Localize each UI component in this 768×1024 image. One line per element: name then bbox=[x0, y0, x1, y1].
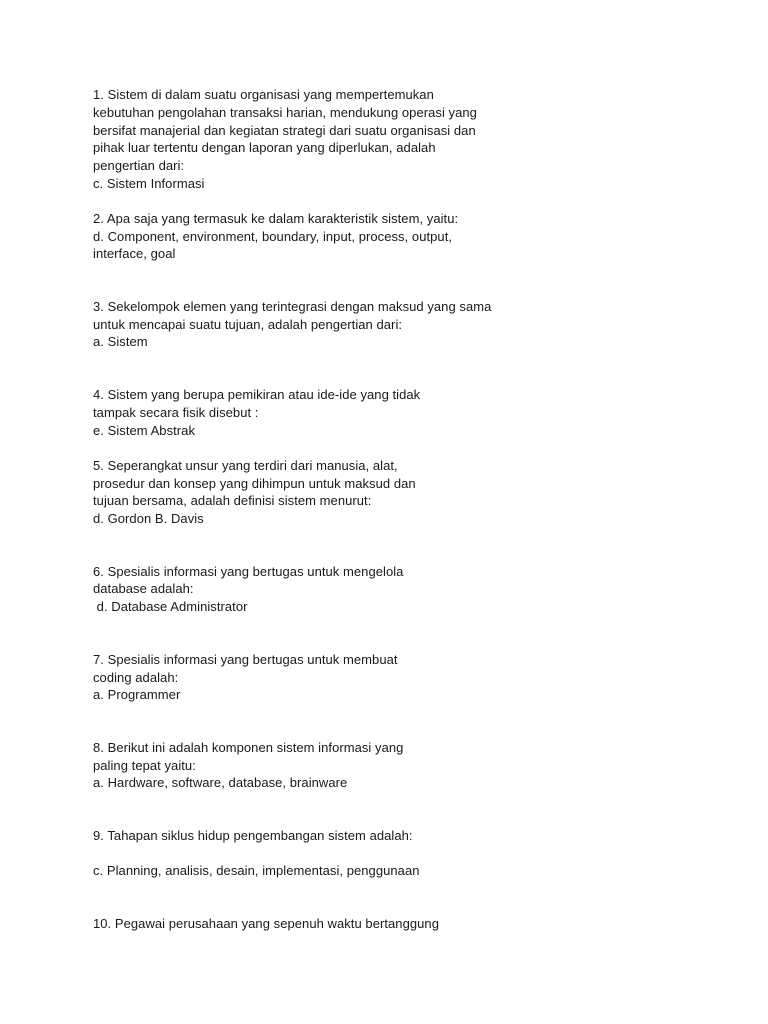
question-9-answer: c. Planning, analisis, desain, implementasi, penggunaan bbox=[93, 863, 420, 878]
question-6-text-line: 6. Spesialis informasi yang bertugas untuk mengelola bbox=[93, 564, 404, 579]
question-1-text-line: bersifat manajerial dan kegiatan strategi dari suatu organisasi dan bbox=[93, 123, 476, 138]
question-8-answer: a. Hardware, software, database, brainware bbox=[93, 775, 348, 790]
question-5-text-line: tujuan bersama, adalah definisi sistem menurut: bbox=[93, 493, 372, 508]
question-1-text-line: pengertian dari: bbox=[93, 158, 185, 173]
question-6-text-line: database adalah: bbox=[93, 581, 194, 596]
question-8-text-line: paling tepat yaitu: bbox=[93, 758, 196, 773]
question-7-text-line: coding adalah: bbox=[93, 670, 179, 685]
question-2-answer: d. Component, environment, boundary, input, process, output, bbox=[93, 229, 453, 244]
question-4-text-line: 4. Sistem yang berupa pemikiran atau ide-ide yang tidak bbox=[93, 387, 421, 402]
question-6-answer: d. Database Administrator bbox=[93, 599, 248, 614]
question-3-answer: a. Sistem bbox=[93, 334, 148, 349]
question-1-text-line: 1. Sistem di dalam suatu organisasi yang mempertemukan bbox=[93, 87, 434, 102]
question-1-answer: c. Sistem Informasi bbox=[93, 176, 205, 191]
question-5-answer: d. Gordon B. Davis bbox=[93, 511, 204, 526]
question-7-answer: a. Programmer bbox=[93, 687, 181, 702]
question-1-text-line: pihak luar tertentu dengan laporan yang diperlukan, adalah bbox=[93, 140, 436, 155]
question-5-text-line: prosedur dan konsep yang dihimpun untuk maksud dan bbox=[93, 476, 416, 491]
question-3-text-line: 3. Sekelompok elemen yang terintegrasi dengan maksud yang sama bbox=[93, 299, 492, 314]
question-8-text-line: 8. Berikut ini adalah komponen sistem informasi yang bbox=[93, 740, 404, 755]
question-10-text-line: 10. Pegawai perusahaan yang sepenuh waktu bertanggung bbox=[93, 916, 439, 931]
question-7-text-line: 7. Spesialis informasi yang bertugas untuk membuat bbox=[93, 652, 398, 667]
question-4-answer: e. Sistem Abstrak bbox=[93, 423, 195, 438]
question-5-text-line: 5. Seperangkat unsur yang terdiri dari manusia, alat, bbox=[93, 458, 398, 473]
question-1-text-line: kebutuhan pengolahan transaksi harian, mendukung operasi yang bbox=[93, 105, 477, 120]
question-3-text-line: untuk mencapai suatu tujuan, adalah pengertian dari: bbox=[93, 317, 403, 332]
question-4-text-line: tampak secara fisik disebut : bbox=[93, 405, 259, 420]
question-2-answer: interface, goal bbox=[93, 246, 176, 261]
question-2-text-line: 2. Apa saja yang termasuk ke dalam karakteristik sistem, yaitu: bbox=[93, 211, 459, 226]
question-9-text-line: 9. Tahapan siklus hidup pengembangan sistem adalah: bbox=[93, 828, 413, 843]
